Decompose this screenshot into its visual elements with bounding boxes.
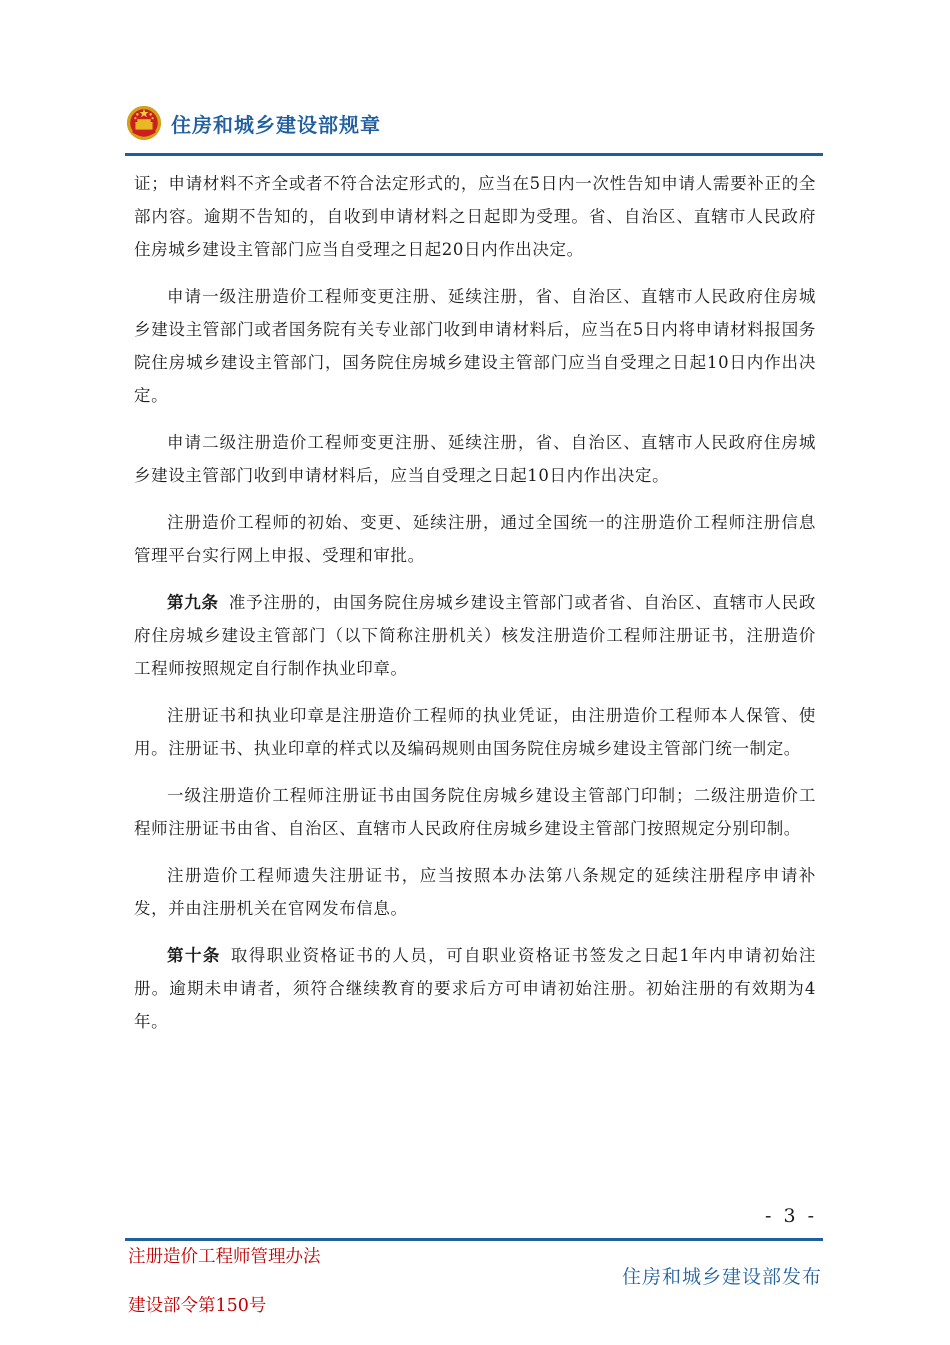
paragraph (134, 939, 816, 1038)
national-emblem-icon (125, 103, 163, 141)
document-body (134, 167, 816, 1052)
paragraph (134, 506, 816, 572)
article-number: 第九条 (167, 593, 219, 612)
paragraph-text: 准予注册的，由国务院住房城乡建设主管部门或者省、自治区、直辖市人民政府住房城乡建设主管部门（以下简称注册机关）核发注册造价工程师注册证书，注册造价工程师按照规定自行制作执业印章。 (134, 593, 816, 678)
paragraph (134, 859, 816, 925)
article-number: 第十条 (167, 946, 221, 965)
header-divider (125, 153, 823, 156)
paragraph (134, 699, 816, 765)
footer-divider (125, 1238, 823, 1241)
paragraph-text: 申请二级注册造价工程师变更注册、延续注册，省、自治区、直辖市人民政府住房城乡建设主管部门收到申请材料后，应当自受理之日起10日内作出决定。 (134, 433, 816, 485)
paragraph-text: 一级注册造价工程师注册证书由国务院住房城乡建设主管部门印制；二级注册造价工程师注册证书由省、自治区、直辖市人民政府住房城乡建设主管部门按照规定分别印制。 (134, 786, 816, 838)
paragraph-text: 注册造价工程师的初始、变更、延续注册，通过全国统一的注册造价工程师注册信息管理平台实行网上申报、受理和审批。 (134, 513, 816, 565)
paragraph (134, 426, 816, 492)
paragraph (134, 280, 816, 412)
paragraph-text: 证；申请材料不齐全或者不符合法定形式的，应当在5日内一次性告知申请人需要补正的全部内容。逾期不告知的，自收到申请材料之日起即为受理。省、自治区、直辖市人民政府住房城乡建设主管部门应当自受理之日起20日内作出决定。 (134, 174, 816, 259)
paragraph-text: 取得职业资格证书的人员，可自职业资格证书签发之日起1年内申请初始注册。逾期未申请者，须符合继续教育的要求后方可申请初始注册。初始注册的有效期为4年。 (134, 946, 816, 1031)
footer-doc-title: 注册造价工程师管理办法 (128, 1247, 321, 1267)
page-number: - 3 - (764, 1205, 817, 1227)
page-header (125, 103, 823, 155)
paragraph (134, 779, 816, 845)
paragraph-text: 申请一级注册造价工程师变更注册、延续注册，省、自治区、直辖市人民政府住房城乡建设主管部门或者国务院有关专业部门收到申请材料后，应当在5日内将申请材料报国务院住房城乡建设主管部门，国务院住房城乡建设主管部门应当自受理之日起10日内作出决定。 (134, 287, 816, 405)
header-title: 住房和城乡建设部规章 (171, 113, 381, 137)
paragraph-text: 注册证书和执业印章是注册造价工程师的执业凭证，由注册造价工程师本人保管、使用。注册证书、执业印章的样式以及编码规则由国务院住房城乡建设主管部门统一制定。 (134, 706, 816, 758)
footer-publisher: 住房和城乡建设部发布 (621, 1266, 822, 1288)
paragraph (134, 167, 816, 266)
paragraph-text: 注册造价工程师遗失注册证书，应当按照本办法第八条规定的延续注册程序申请补发，并由注册机关在官网发布信息。 (134, 866, 816, 918)
paragraph (134, 586, 816, 685)
footer-doc-number: 建设部令第150号 (128, 1296, 267, 1316)
